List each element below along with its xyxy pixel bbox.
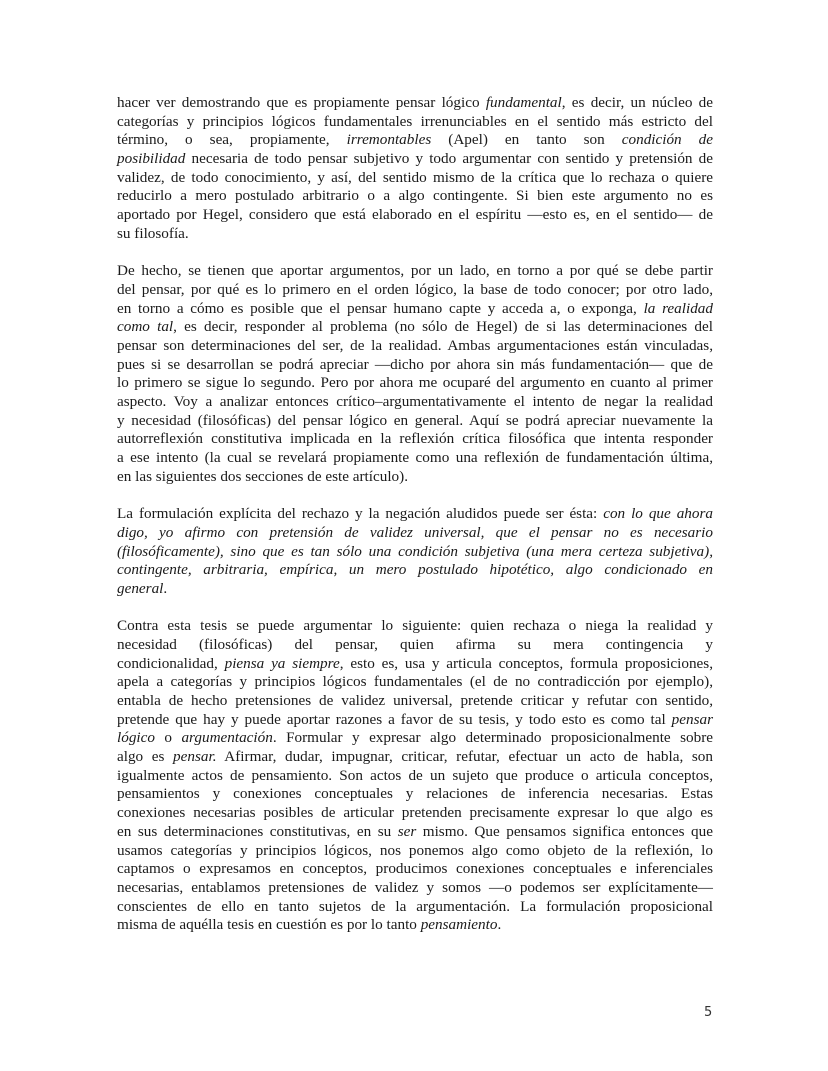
text-run: validez, de todo conocimiento, y así, del sentido mismo de la crítica que lo rechaza o quiere xyxy=(117,168,713,186)
text-run: mismo. Que pensamos significa entonces que xyxy=(416,822,713,840)
text-line xyxy=(117,393,713,412)
text-run: pretende que hay y puede aportar razones a favor de su tesis, y todo esto es como tal xyxy=(117,710,672,728)
text-line xyxy=(117,729,713,748)
text-run: conscientes de ello en tanto sujetos de la argumentación. La formulación proposicional xyxy=(117,897,713,915)
text-run: aportado por Hegel, considero que está elaborado en el espíritu —esto es, en el sentido— de xyxy=(117,206,713,224)
text-run: pensamientos y conexiones conceptuales y relaciones de inferencia necesarias. Estas xyxy=(117,785,713,803)
text-run: . Formular y expresar algo determinado proposicionalmente sobre xyxy=(272,729,713,747)
text-run: término, o sea, propiamente, xyxy=(117,131,347,149)
text-run: hacer ver demostrando que es propiamente pensar lógico xyxy=(117,94,486,111)
text-run: pensar son determinaciones del ser, de la realidad. Ambas argumentaciones están vinculadas, xyxy=(117,336,713,354)
text-line xyxy=(117,430,713,449)
text-line xyxy=(117,692,713,711)
paragraph xyxy=(117,617,713,935)
text-line xyxy=(117,785,713,804)
page-number: 5 xyxy=(704,1005,713,1020)
text-run: a ese intento (la cual se revelará propiamente como una reflexión de fundamentación última, xyxy=(117,449,713,467)
text-line xyxy=(117,767,713,786)
text-run: algo es xyxy=(117,748,174,766)
text-line xyxy=(117,543,713,562)
text-line xyxy=(117,617,713,636)
text-line xyxy=(117,262,713,281)
text-run: su filosofía. xyxy=(117,224,189,242)
text-run: usamos categorías y principios lógicos, nos ponemos algo como objeto de la reflexión, lo xyxy=(117,841,713,859)
paragraph xyxy=(117,94,713,244)
text-run: , esto es, usa y articula conceptos, formula proposiciones, xyxy=(339,654,714,672)
text-line xyxy=(117,505,713,524)
italic-text: piensa ya siempre xyxy=(224,654,340,672)
text-run: entabla de hecho pretensiones de validez universal, pretende criticar y refutar con sentido, xyxy=(117,692,713,709)
text-run: del pensar, por qué es lo primero en el orden lógico, la base de todo conocer; por otro lado, xyxy=(117,280,713,298)
text-line xyxy=(117,206,713,225)
italic-text: irremontables xyxy=(346,131,432,149)
text-line xyxy=(117,113,713,132)
text-line xyxy=(117,898,713,917)
text-run: y necesidad (filosóficas) del pensar lógico en general. Aquí se podrá apreciar nuevamente la xyxy=(117,411,713,429)
italic-text: digo, yo afirmo con pretensión de validez universal, que el pensar no es necesario xyxy=(117,523,713,541)
text-line xyxy=(117,150,713,169)
text-run: autorreflexión constitutiva implicada en la reflexión crítica filosófica que intenta responder xyxy=(117,430,713,448)
italic-text: contingente, arbitraria, empírica, un mero postulado hipotético, algo condicionado en xyxy=(117,561,713,579)
italic-text: como tal xyxy=(117,318,174,336)
paragraph xyxy=(117,262,713,486)
text-line xyxy=(117,916,713,935)
text-line xyxy=(117,356,713,375)
text-run: aspecto. Voy a analizar entonces crítico–argumentativamente el intento de negar la realidad xyxy=(117,393,713,410)
text-line xyxy=(117,337,713,356)
paragraph xyxy=(117,505,713,598)
text-run: reducirlo a mero postulado arbitrario o a algo contingente. Si bien este argumento no es xyxy=(117,187,713,205)
italic-text: general xyxy=(117,579,164,597)
italic-text: la realidad xyxy=(643,299,713,317)
italic-text: con lo que ahora xyxy=(603,505,713,523)
text-line xyxy=(117,748,713,767)
text-run: en sus determinaciones constitutivas, en su xyxy=(117,822,398,840)
text-run: apela a categorías y principios lógicos fundamentales (el de no contradicción por ejemplo), xyxy=(117,673,713,691)
italic-text: fundamental xyxy=(485,94,562,111)
document-body xyxy=(117,94,713,954)
text-line xyxy=(117,860,713,879)
text-line xyxy=(117,580,713,599)
text-line xyxy=(117,879,713,898)
text-run: , es decir, un núcleo de xyxy=(561,94,713,111)
text-line xyxy=(117,561,713,580)
text-run: La formulación explícita del rechazo y la negación aludidos puede ser ésta: xyxy=(117,505,604,523)
text-line xyxy=(117,449,713,468)
text-line xyxy=(117,300,713,319)
text-line xyxy=(117,711,713,730)
text-line xyxy=(117,804,713,823)
text-line xyxy=(117,823,713,842)
text-line xyxy=(117,318,713,337)
text-run: . xyxy=(163,579,168,597)
text-run: igualmente actos de pensamiento. Son actos de un sujeto que produce o articula conceptos, xyxy=(117,766,713,784)
text-line xyxy=(117,225,713,244)
italic-text: ser xyxy=(397,822,417,840)
text-run: . xyxy=(497,916,502,934)
text-line xyxy=(117,374,713,393)
text-line xyxy=(117,281,713,300)
italic-text: lógico xyxy=(117,729,155,747)
text-run: Contra esta tesis se puede argumentar lo siguiente: quien rechaza o niega la realidad y xyxy=(117,617,713,635)
text-run: en torno a cómo es posible que el pensar humano capte y acceda a, o exponga, xyxy=(117,299,644,317)
text-run: (Apel) en tanto son xyxy=(431,131,622,149)
text-run: conexiones necesarias posibles de articular pretenden precisamente expresar lo que algo es xyxy=(117,804,713,822)
text-run: necesidad (filosóficas) del pensar, quien afirma su mera contingencia y xyxy=(117,635,713,653)
text-line xyxy=(117,524,713,543)
text-run: misma de aquélla tesis en cuestión es por lo tanto xyxy=(117,916,421,934)
text-run: condicionalidad, xyxy=(117,654,225,672)
text-line xyxy=(117,655,713,674)
italic-text: pensar xyxy=(671,710,713,728)
text-run: categorías y principios lógicos fundamentales irrenunciables en el sentido más estricto del xyxy=(117,112,713,130)
italic-text: posibilidad xyxy=(117,150,186,168)
text-run: en las siguientes dos secciones de este artículo). xyxy=(117,467,409,485)
text-line xyxy=(117,842,713,861)
text-line xyxy=(117,412,713,431)
text-run: necesaria de todo pensar subjetivo y todo argumentar con sentido y pretensión de xyxy=(185,150,713,168)
text-run: lo primero se sigue lo segundo. Pero por ahora me ocuparé del argumento en cuanto al primer xyxy=(117,374,713,392)
italic-text: condición de xyxy=(621,131,714,149)
text-line xyxy=(117,94,713,113)
text-run: necesarias, entablamos pretensiones de validez y somos —o podemos ser explícitamente— xyxy=(117,878,713,896)
text-run: o xyxy=(154,729,182,747)
italic-text: pensamiento xyxy=(420,916,498,934)
text-run: captamos o expresamos en conceptos, producimos conexiones conceptuales e inferenciales xyxy=(117,860,713,878)
text-run: pues si se desarrollan se podrá apreciar —dicho por ahora sin más fundamentación— que de xyxy=(117,355,713,373)
text-run: , es decir, responder al problema (no sólo de Hegel) de si las determinaciones del xyxy=(173,318,713,336)
text-line xyxy=(117,468,713,487)
text-run: Afirmar, dudar, impugnar, criticar, refutar, efectuar un acto de habla, son xyxy=(216,748,713,766)
italic-text: argumentación xyxy=(181,729,273,747)
italic-text: pensar. xyxy=(173,748,217,766)
italic-text: (filosóficamente), sino que es tan sólo una condición subjetiva (una mera certeza subjetiva), xyxy=(117,542,713,560)
text-line xyxy=(117,636,713,655)
text-line xyxy=(117,673,713,692)
text-line xyxy=(117,187,713,206)
text-line xyxy=(117,169,713,188)
text-line xyxy=(117,131,713,150)
text-run: De hecho, se tienen que aportar argumentos, por un lado, en torno a por qué se debe partir xyxy=(117,262,713,280)
